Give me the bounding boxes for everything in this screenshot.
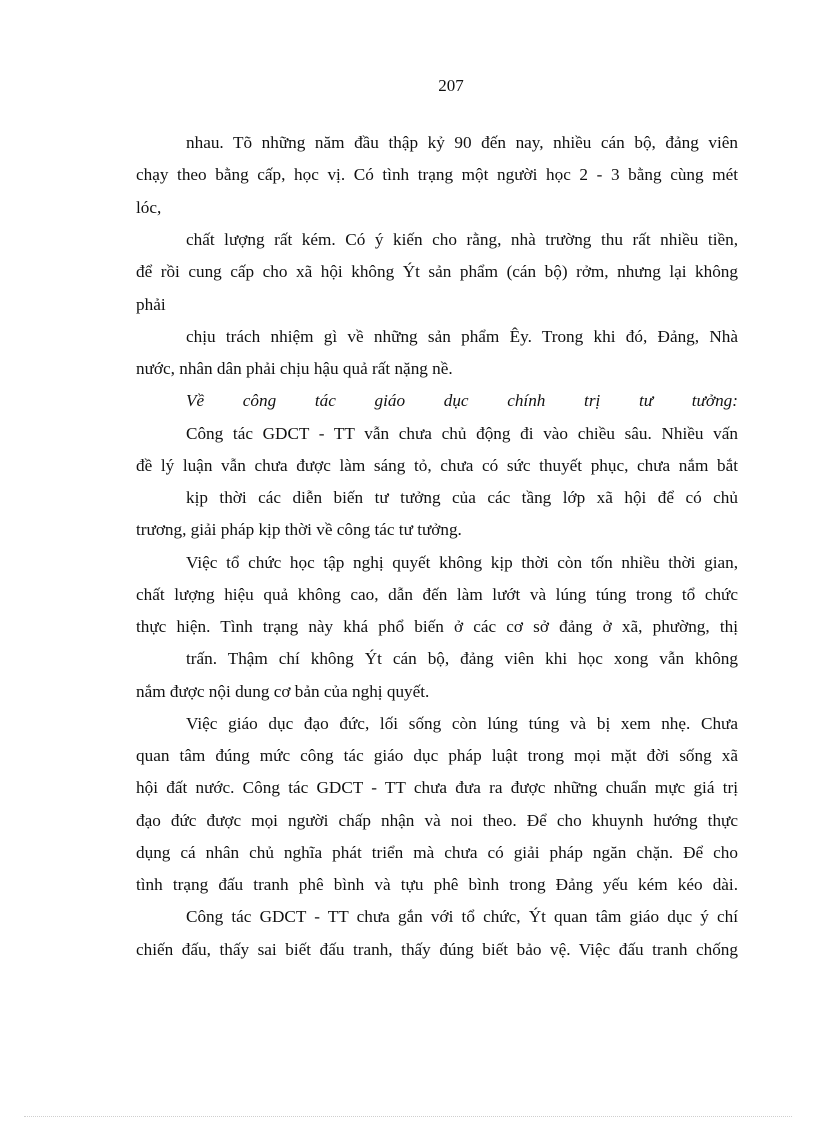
section-heading: Về công tác giáo dục chính trị tư tưởng: [186, 391, 738, 410]
text-line: quan tâm đúng mức công tác giáo dục pháp luật trong mọi mặt đời sống xã [136, 746, 738, 765]
text-line: phải [136, 295, 166, 314]
text-line: Công tác GDCT - TT vẫn chưa chủ động đi vào chiều sâu. Nhiều vấn [186, 424, 738, 443]
text-line: nhau. Tõ những năm đầu thập kỷ 90 đến nay, nhiều cán bộ, đảng viên [186, 133, 738, 152]
text-line: đạo đức được mọi người chấp nhận và noi theo. Để cho khuynh hướng thực [136, 811, 738, 830]
text-line: chịu trách nhiệm gì về những sản phẩm Êy. Trong khi đó, Đảng, Nhà [186, 327, 738, 346]
text-line: dụng cá nhân chủ nghĩa phát triển mà chưa có giải pháp ngăn chặn. Để cho [136, 843, 738, 862]
text-line: chất lượng rất kém. Có ý kiến cho rằng, nhà trường thu rất nhiều tiền, [186, 230, 738, 249]
text-line: chạy theo bằng cấp, học vị. Có tình trạng một người học 2 - 3 bằng cùng mét [136, 165, 738, 184]
text-line: lóc, [136, 198, 162, 217]
text-line: Việc tổ chức học tập nghị quyết không kịp thời còn tốn nhiều thời gian, [186, 553, 738, 572]
page-number: 207 [438, 76, 464, 95]
text-line: đề lý luận vẫn chưa được làm sáng tỏ, chưa có sức thuyết phục, chưa nắm bắt [136, 456, 738, 475]
text-line: trấn. Thậm chí không Ýt cán bộ, đảng viên khi học xong vẫn không [186, 649, 738, 668]
text-line: tình trạng đấu tranh phê bình và tựu phê bình trong Đảng yếu kém kéo dài. [136, 875, 738, 894]
text-line: nước, nhân dân phải chịu hậu quả rất nặng nề. [136, 359, 453, 378]
text-line: thực hiện. Tình trạng này khá phổ biến ở các cơ sở đảng ở xã, phường, thị [136, 617, 738, 636]
text-line: nắm được nội dung cơ bản của nghị quyết. [136, 682, 430, 701]
text-line: chiến đấu, thấy sai biết đấu tranh, thấy đúng biết bảo vệ. Việc đấu tranh chống [136, 940, 738, 959]
text-line: kịp thời các diễn biến tư tưởng của các tầng lớp xã hội để có chủ [186, 488, 738, 507]
text-line: Công tác GDCT - TT chưa gắn với tổ chức, Ýt quan tâm giáo dục ý chí [186, 907, 738, 926]
text-line: Việc giáo dục đạo đức, lối sống còn lúng túng và bị xem nhẹ. Chưa [186, 714, 738, 733]
text-line: trương, giải pháp kịp thời về công tác tư tưởng. [136, 520, 462, 539]
text-line: hội đất nước. Công tác GDCT - TT chưa đưa ra được những chuẩn mực giá trị [136, 778, 738, 797]
text-line: để rồi cung cấp cho xã hội không Ýt sản phẩm (cán bộ) rởm, nhưng lại không [136, 262, 738, 281]
text-line: chất lượng hiệu quả không cao, dẫn đến làm lướt và lúng túng trong tổ chức [136, 585, 738, 604]
page-bottom-rule [24, 1116, 792, 1117]
